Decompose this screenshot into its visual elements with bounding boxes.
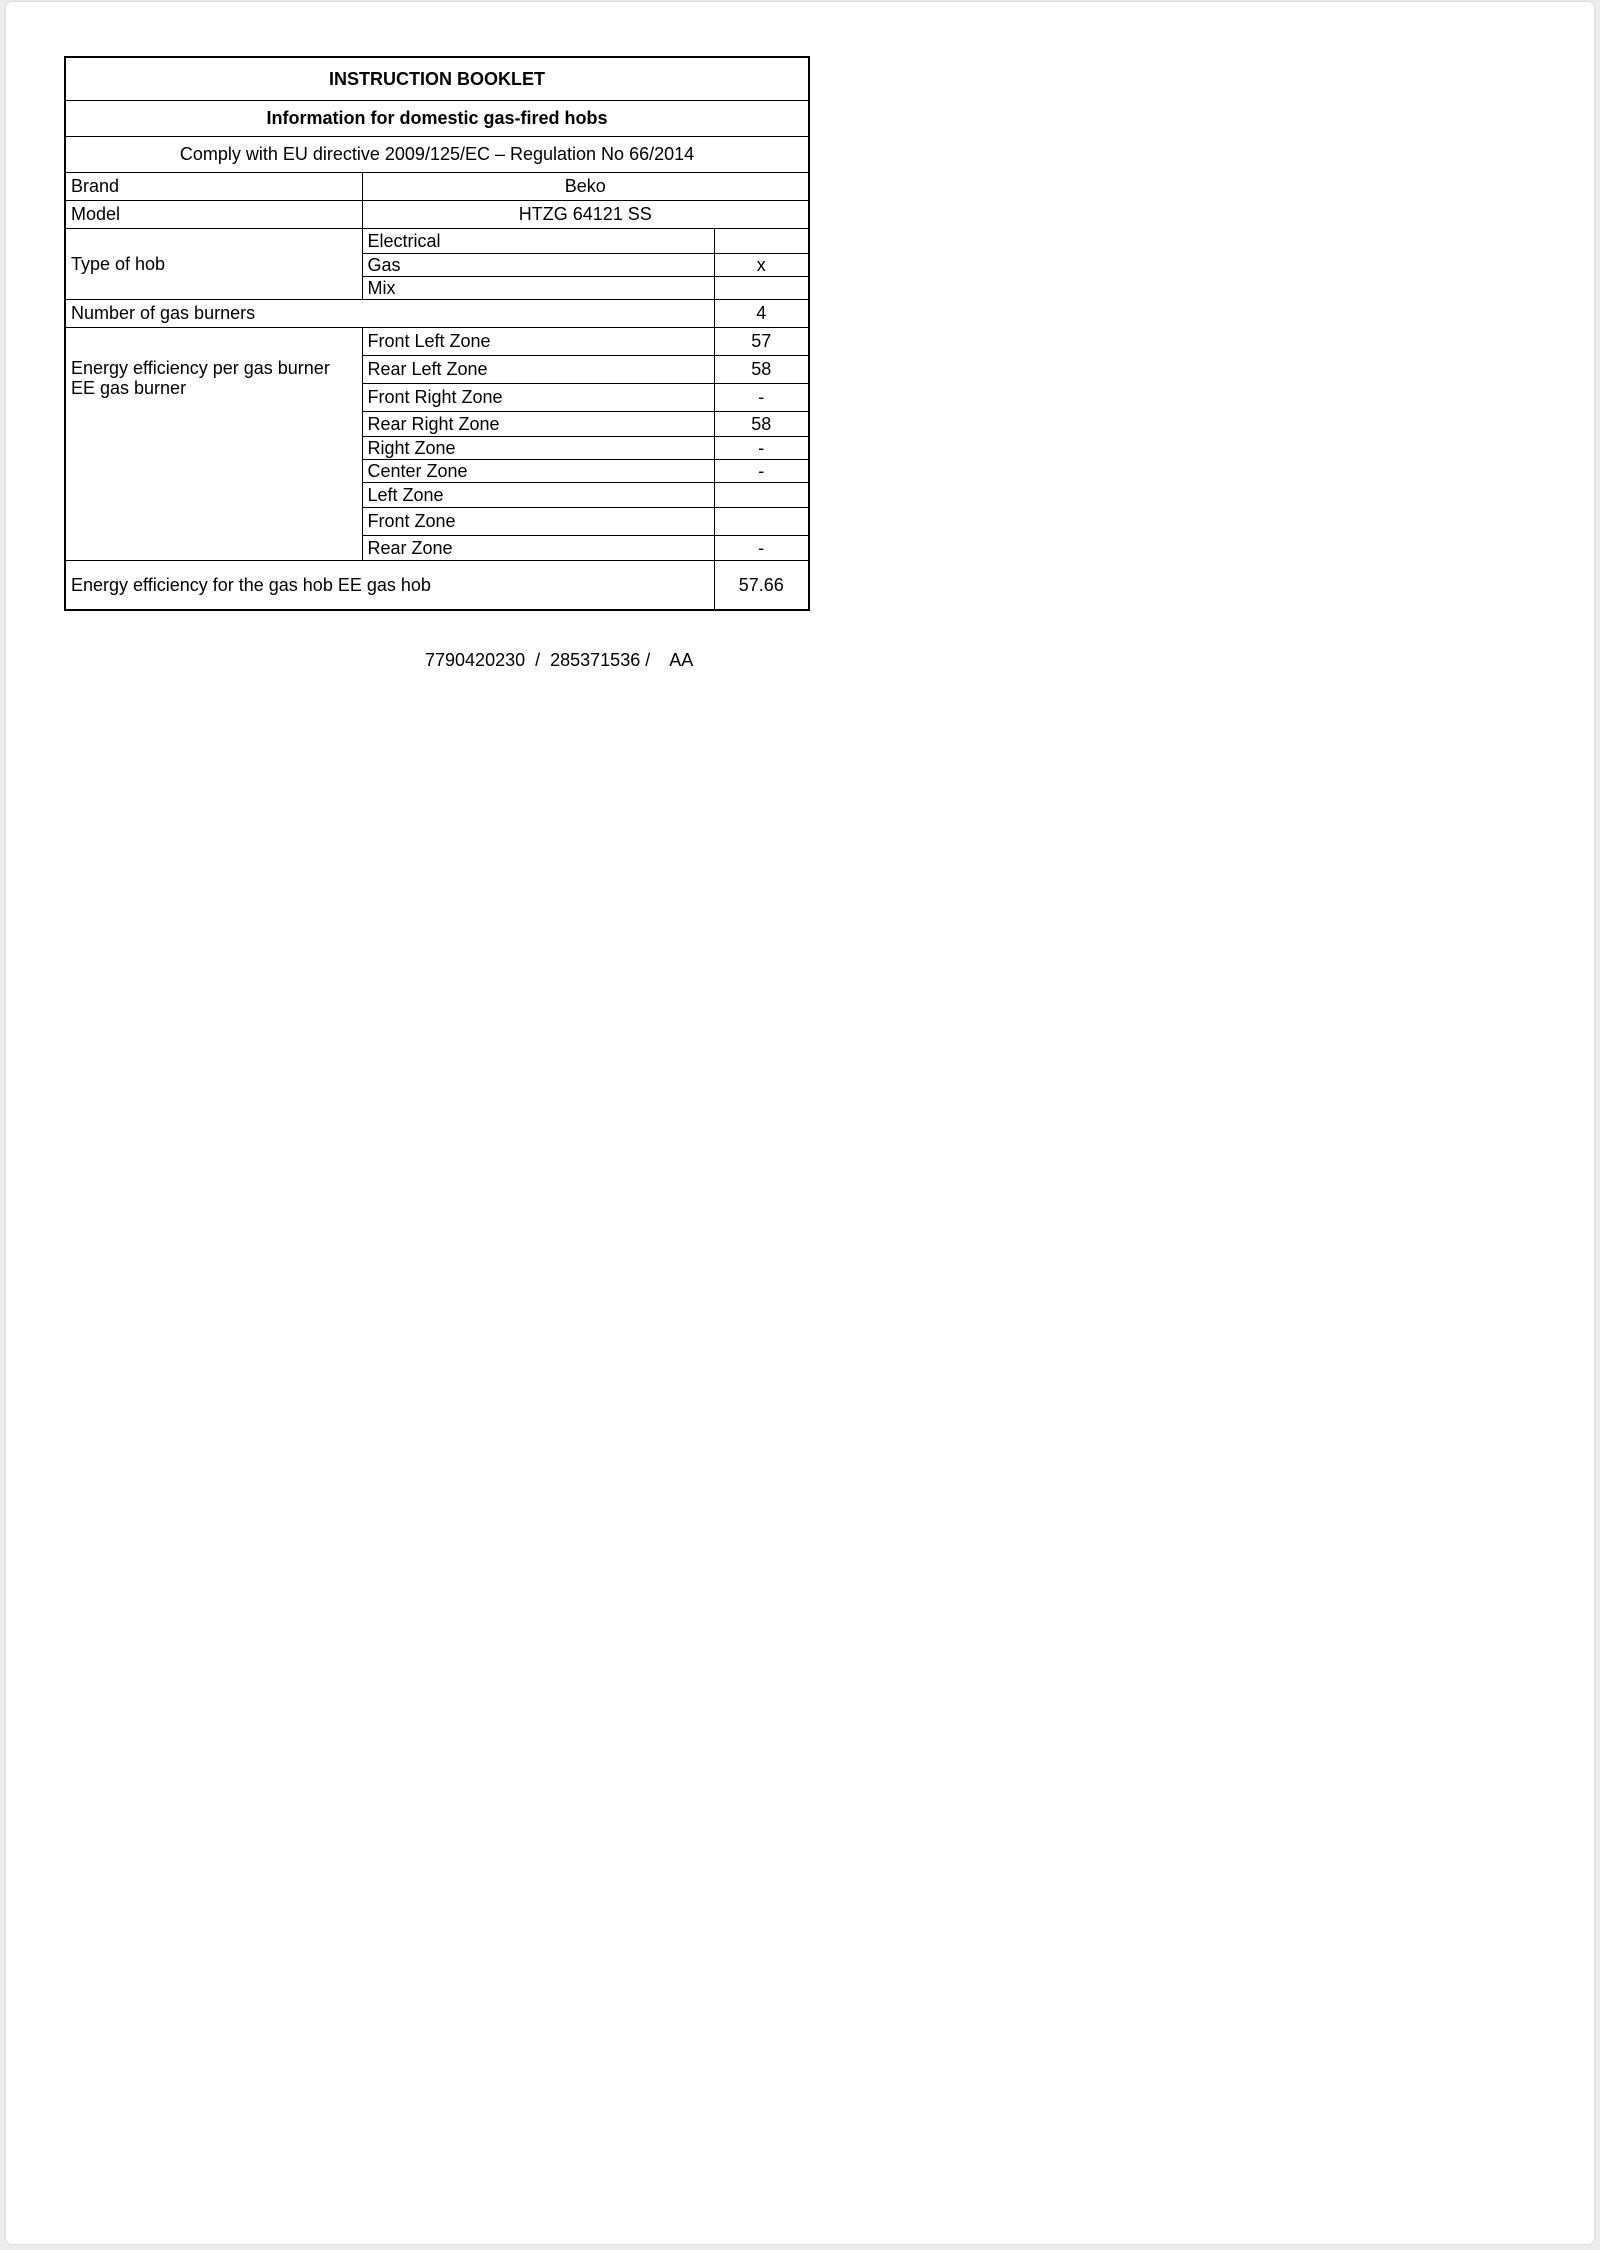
zone-label: Rear Right Zone — [362, 411, 714, 436]
zone-value: - — [714, 459, 809, 482]
hob-type-option-value — [714, 228, 809, 253]
booklet-subtitle: Information for domestic gas-fired hobs — [65, 100, 809, 136]
zone-value: 57 — [714, 327, 809, 355]
energy-info-sheet — [64, 56, 808, 670]
booklet-title: INSTRUCTION BOOKLET — [65, 57, 809, 100]
brand-label: Brand — [65, 172, 362, 200]
burners-row — [65, 299, 809, 327]
hob-type-label: Type of hob — [65, 228, 362, 299]
model-row — [65, 200, 809, 228]
total-efficiency-value: 57.66 — [714, 560, 809, 610]
document-page — [6, 2, 1594, 2244]
zone-value: - — [714, 535, 809, 560]
document-code: 7790420230 / 285371536 / AA — [425, 650, 694, 670]
hob-type-option-label: Electrical — [362, 228, 714, 253]
zone-value: 58 — [714, 411, 809, 436]
directive-text: Comply with EU directive 2009/125/EC – Regulation No 66/2014 — [65, 136, 809, 172]
hob-info-table — [64, 56, 810, 611]
zone-value: - — [714, 436, 809, 459]
model-value: HTZG 64121 SS — [362, 200, 809, 228]
zone-value — [714, 482, 809, 507]
hob-type-option-label: Gas — [362, 253, 714, 276]
total-efficiency-label: Energy efficiency for the gas hob EE gas hob — [65, 560, 714, 610]
total-efficiency-row — [65, 560, 809, 610]
subtitle-row — [65, 100, 809, 136]
brand-value: Beko — [362, 172, 809, 200]
zone-label: Center Zone — [362, 459, 714, 482]
zone-value: 58 — [714, 355, 809, 383]
efficiency-label — [65, 327, 362, 560]
burners-label: Number of gas burners — [65, 299, 714, 327]
zone-row — [65, 327, 809, 355]
title-row — [65, 57, 809, 100]
zone-label: Left Zone — [362, 482, 714, 507]
zone-label: Front Right Zone — [362, 383, 714, 411]
model-label: Model — [65, 200, 362, 228]
brand-row — [65, 172, 809, 200]
zone-value: - — [714, 383, 809, 411]
zone-label: Right Zone — [362, 436, 714, 459]
zone-label: Front Left Zone — [362, 327, 714, 355]
zone-label: Front Zone — [362, 507, 714, 535]
zone-label: Rear Zone — [362, 535, 714, 560]
hob-type-option-value — [714, 276, 809, 299]
zone-label: Rear Left Zone — [362, 355, 714, 383]
zone-value — [714, 507, 809, 535]
directive-row — [65, 136, 809, 172]
burners-value: 4 — [714, 299, 809, 327]
hob-type-option-value: x — [714, 253, 809, 276]
hob-type-row — [65, 228, 809, 253]
efficiency-label-line1: Energy efficiency per gas burner — [71, 357, 330, 378]
efficiency-label-line2: EE gas burner — [71, 377, 187, 398]
hob-type-option-label: Mix — [362, 276, 714, 299]
